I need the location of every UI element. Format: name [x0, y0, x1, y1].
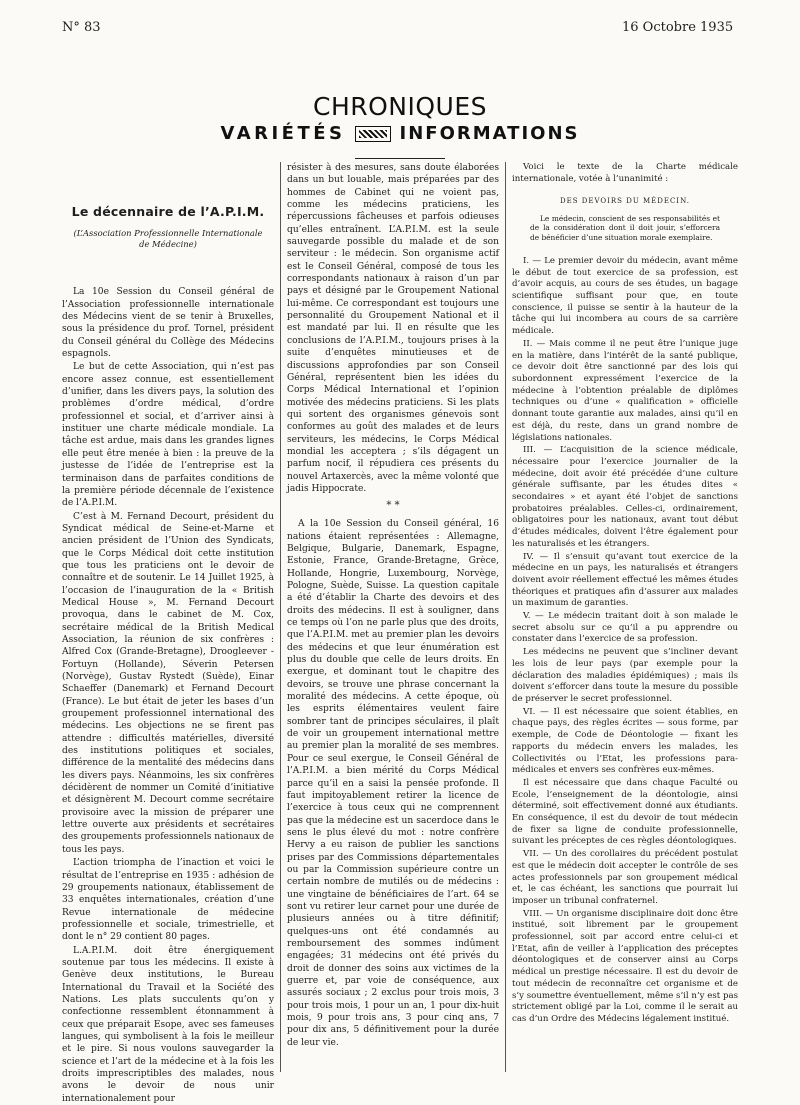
- column-2: [287, 162, 499, 1049]
- masthead: [0, 92, 800, 144]
- masthead-rule: [355, 158, 445, 159]
- paragraph: A la 10e Session du Conseil général, 16 nations étaient représentées : Allemagne, Belgique, Bulgarie, Danemark, Espagne, Estonie, France, Grande-Bretagne, Grèce, Hollande, Hongrie, Luxembourg, Norvège, Pologne, Suède, Suisse. La question capitale a été d’établir la Charte des devoirs et des droits des médecins. Il est à souligner, dans ce temps où l’on ne parle plus que des droits, que l’A.P.I.M. met au premier plan les devoirs des médecins et que leur énumération est plus du double que celle de leurs droits. En exergue, et dominant tout le chapitre des devoirs, se trouve une phrase concernant la moralité des médecins. A cette époque, où les esprits élémentaires veulent faire sombrer tant de principes séculaires, il plaît de voir un groupement international mettre au premier plan la moralité de ses membres. Pour ce seul exergue, le Conseil Général de l’A.P.I.M. a bien mérité du Corps Médical parce qu’il en a saisi la pensée profonde. Il faut impitoyablement retirer la licence de l’exercice à tous ceux qui ne comprennent pas que la médecine est un sacerdoce dans le sens le plus élevé du mot : notre confrère Hervy a eu raison de publier les sanctions prises par des Commissions départementales ou par la Commission supérieure contre un certain nombre de mutilés ou de médecins : une vingtaine de bénéficiaires de l’art. 64 se sont vu retirer leur carnet pour une durée de plusieurs années ou à titre définitif; quelques-uns ont été condamnés au remboursement des sommes indûment engagées; 31 médecins ont été privés du droit de donner des soins aux victimes de la guerre et, par voie de conséquence, aux assurés sociaux ; 2 exclus pour trois mois, 3 pour trois mois, 1 pour un an, 1 pour dix-huit mois, 9 pour trois ans, 3 pour cinq ans, 7 pour dix ans, 5 définitivement pour la durée de leur vie.: [287, 519, 499, 1048]
- paragraph: Le but de cette Association, qui n’est pas encore assez connue, est essentiellement d’unifier, dans les divers pays, la solution des problèmes d’ordre médical, d’ordre professionnel et social, et d’arriver ainsi à instituer une charte médicale mondiale. La tâche est ardue, mais dans les grandes lignes elle peut être menée à bien : la preuve de la justesse de l’idée de l’entreprise est la terminaison dans de parfaites conditions de la première période décennale de l’existence de l’A.P.I.M.: [62, 362, 274, 509]
- charter-intro: Voici le texte de la Charte médicale internationale, votée à l’unanimité :: [512, 162, 738, 184]
- charter-section-title: DES DEVOIRS DU MÉDECIN.: [560, 197, 690, 206]
- article-title: Le décennaire de l’A.P.I.M.: [71, 204, 265, 219]
- charter-article: III. — L’acquisition de la science médicale, nécessaire pour l’exercice journalier de la médecine, doit avoir été précédée d’une culture générale suffisante, par les études dites « secondaires » et ayant été l’objet de sanctions probatoires préalables. Celles-ci, ordinairement, obligatoires pour les nationaux, avant tout début d’études médicales, doivent l’être également pour les naturalisés et les étrangers.: [512, 445, 738, 549]
- charter-preamble: [530, 214, 720, 242]
- charter-article: VII. — Un des corollaires du précédent postulat est que le médecin doit accepter le contrôle de ses actes professionnels par son groupement médical et, le cas échéant, les sanctions que pourrait lui imposer un tribunal confraternel.: [512, 849, 738, 906]
- charter-article: I. — Le premier devoir du médecin, avant même le début de tout exercice de sa profession, est d’avoir acquis, au cours de ses études, un bagage scientifique suffisant pour que, en toute conscience, il puisse se sentir à la hauteur de la tâche qui lui incombera au cours de sa carrière médicale.: [512, 255, 738, 337]
- masthead-title: CHRONIQUES: [312, 92, 488, 121]
- charter-article: IV. — Il s’ensuit qu’avant tout exercice de la médecine en un pays, les naturalisés et étrangers doivent avoir réellement effectué les mêmes études théoriques et pratiques afin d’assurer aux malades un maximum de garanties.: [512, 551, 738, 609]
- column-1: [62, 172, 274, 1105]
- masthead-subtitle: [0, 123, 800, 144]
- column-divider: [280, 162, 281, 1072]
- charter-article: Les médecins ne peuvent que s’incliner devant les lois de leur pays (par exemple pour la déclaration des maladies épidémiques) ; mais ils doivent s’efforcer dans toute la mesure du possible de préserver le secret professionnel.: [512, 647, 738, 704]
- masthead-emblem-icon: [355, 126, 391, 142]
- charter-article: VIII. — Un organisme disciplinaire doit donc être institué, soit librement par le groupement professionnel, soit par accord entre celui-ci et l’Etat, afin de veiller à l’application des préceptes déontologiques et de conserver ainsi au Corps médical un prestige nécessaire. Il est du devoir de tout médecin de reconnaître cet organisme et de s’y soumettre éventuellement, même s’il n’y est pas strictement obligé par la Loi, comme il le serait au cas d’un Ordre des Médecins légalement institué.: [512, 908, 738, 1024]
- paragraph: C’est à M. Fernand Decourt, président du Syndicat médical de Seine-et-Marne et ancien président de l’Union des Syndicats, que le Corps Médical doit cette institution que tous les praticiens ont le devoir de connaître et de soutenir. Le 14 Juillet 1925, à l’occasion de l’inauguration de la « British Medical House », M. Fernand Decourt provoqua, dans le cabinet de M. Cox, secrétaire médical de la British Medical Association, la réunion de six confrères : Alfred Cox (Grande-Bretagne), Droogleever - Fortuyn (Hollande), Séverin Petersen (Norvège), Gustav Rystedt (Suède), Einar Schaeffer (Danemark) et Fernand Decourt (France). Le but était de jeter les bases d’un groupement professionnel international des médecins. Les objections ne se firent pas attendre : difficultés matérielles, diversité des institutions politiques et sociales, différence de la mentalité des médecins dans les divers pays. Néanmoins, les six confrères décidèrent de nommer un Comité d’initiative et désignèrent M. Decourt comme secrétaire provisoire avec la mission de préparer une lettre ouverte aux présidents et secrétaires des groupements professionnels nationaux de tous les pays.: [62, 511, 274, 855]
- masthead-word-informations: INFORMATIONS: [399, 123, 580, 144]
- paragraph: résister à des mesures, sans doute élaborées dans un but louable, mais préparées par des hommes de Cabinet qui ne voient pas, comme les médecins praticiens, les répercussions fâcheuses et parfois odieuses qu’elles entraînent. L’A.P.I.M. est la seule sauvegarde possible du malade et de son serviteur : le médecin. Son organisme actif est le Conseil Général, composé de tous les correspondants nationaux à raison d’un par pays et désigné par le Groupement National lui-même. Ce correspondant est toujours une personnalité du Groupement National et il est mandaté par lui. Il en résulte que les conclusions de l’A.P.I.M., toujours prises à la suite d’enquêtes minutieuses et de discussions approfondies par son Conseil Général, représentent bien les idées du Corps Médical International et l’opinion motivée des médecins praticiens. Si les plats qui sortent des organismes génevois sont conformes au goût des malades et de leurs serviteurs, les médecins, le Corps Médical mondial les acceptera ; s’ils dégagent un parfum nocif, il répudiera ces présents du nouvel Artaxercès, avec la même volonté que jadis Hippocrate.: [287, 163, 499, 494]
- paragraph: L’action triompha de l’inaction et voici le résultat de l’entreprise en 1935 : adhésion de 29 groupements nationaux, établissement de 33 enquêtes internationales, création d’une Revue internationale de médecine professionnelle et sociale, trimestrielle, et dont le n° 29 contient 80 pages.: [62, 858, 274, 943]
- issue-number: N° 83: [62, 20, 101, 35]
- charter-article: II. — Mais comme il ne peut être l’unique juge en la matière, dans l’intérêt de la santé publique, ce devoir doit être sanctionné par des lois qui subordonnent expressément l’exercice de la médecine à l’obtention préalable de diplômes techniques ou d’une « qualification » officielle donnant toute garantie aux malades, ainsi qu’il en est déjà, du reste, dans un grand nombre de législations nationales.: [512, 338, 738, 443]
- column-divider: [505, 162, 506, 1072]
- charter-article: Il est nécessaire que dans chaque Faculté ou Ecole, l’enseignement de la déontologie, ainsi déterminé, soit effectivement donné aux étudiants. En conséquence, il est du devoir de tout médecin de fixer sa ligne de conduite professionnelle, suivant les préceptes de ces règles déontologiques.: [512, 777, 738, 847]
- article-subtitle: (L’Association Professionnelle Internationale de Médecine): [73, 228, 263, 250]
- paragraph: La 10e Session du Conseil général de l’Association professionnelle internationale des Médecins vient de se tenir à Bruxelles, sous la présidence du prof. Tornel, président du Conseil général du Collège des Médecins espagnols.: [62, 287, 274, 360]
- charter-article: VI. — Il est nécessaire que soient établies, en chaque pays, des règles écrites — sous forme, par exemple, de Code de Déontologie — fixant les rapports du médecin envers les malades, les Collectivités ou l’Etat, les professions para-médicales et envers ses confrères eux-mêmes.: [512, 706, 738, 776]
- charter-preamble-text: Le médecin, conscient de ses responsabilités et de la considération dont il doit jouir, s’efforcera de bénéficier d’une situation morale exemplaire.: [530, 213, 720, 242]
- issue-date: 16 Octobre 1935: [622, 20, 734, 35]
- paragraph: L.A.P.I.M. doit être énergiquement soutenue par tous les médecins. Il existe à Genève deux institutions, le Bureau International du Travail et la Société des Nations. Les plats succulents qu’on y confectionne ressemblent étonnamment à ceux que préparait Esope, avec ses fameuses langues, qui symbolisent à la fois le meilleur et le pire. Si nous voulons sauvegarder la science et l’art de la médecine et à la fois les droits imprescriptibles des malades, nous avons le devoir de nous unir internationalement pour: [62, 945, 274, 1104]
- column-3: [512, 162, 738, 1026]
- masthead-word-varietes: VARIÉTÉS: [220, 123, 346, 144]
- section-separator: * *: [386, 500, 400, 512]
- charter-article: V. — Le médecin traitant doit à son malade le secret absolu sur ce qu’il a pu apprendre ou constater dans l’exercice de sa profession.: [512, 611, 738, 645]
